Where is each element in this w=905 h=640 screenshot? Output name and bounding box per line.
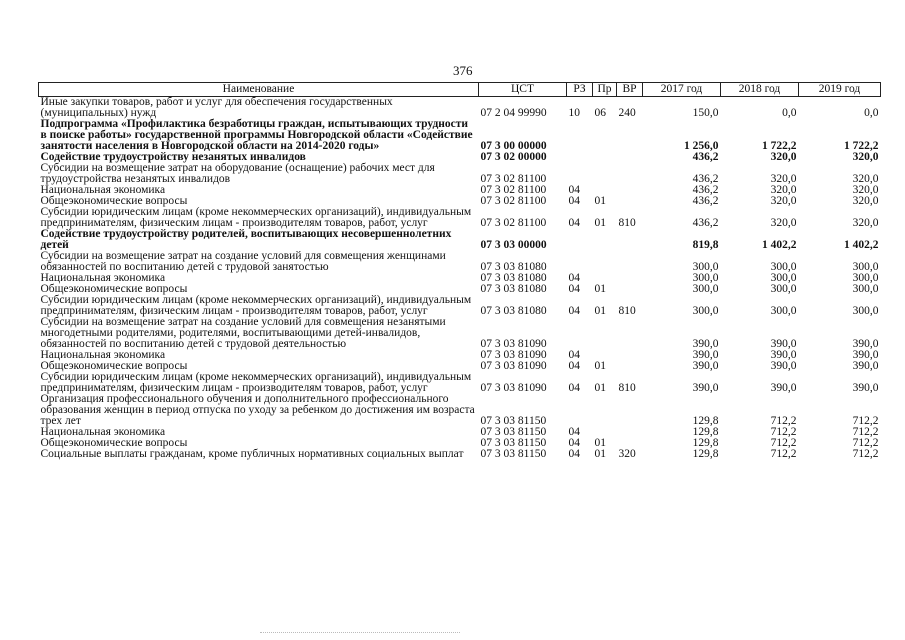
cell-name: Подпрограмма «Профилактика безработицы граждан, испытывающих трудности в поиске работы» государственной программы Новгородской области «Содействие занятости населения в Новгородской области на 2014-2020 годы»	[40, 118, 473, 152]
cell-y2018: 320,0	[770, 217, 797, 229]
cell-vr: 810	[618, 217, 636, 229]
cell-pr	[593, 394, 617, 427]
cell-y2017: 390,0	[692, 360, 719, 372]
cell-pr	[593, 317, 617, 350]
cell-y2017: 390,0	[692, 349, 719, 361]
table-row	[39, 119, 881, 152]
cell-cst: 07 3 03 81150	[480, 437, 547, 449]
cell-y2019: 390,0	[852, 349, 879, 361]
cell-pr: 01	[594, 217, 606, 229]
header-rz: РЗ	[567, 83, 593, 97]
cell-y2017: 390,0	[692, 382, 719, 394]
scan-artifact-line	[260, 632, 460, 634]
cell-y2018: 712,2	[770, 448, 797, 460]
cell-y2019: 300,0	[852, 283, 879, 295]
cell-pr: 01	[594, 195, 606, 207]
cell-cst: 07 3 03 81150	[480, 415, 547, 427]
cell-y2017: 436,2	[692, 217, 719, 229]
cell-y2019: 712,2	[852, 437, 879, 449]
cell-y2019: 0,0	[864, 107, 879, 119]
cell-cst: 07 3 03 81090	[480, 382, 547, 394]
table-row	[39, 372, 881, 394]
cell-vr	[617, 251, 643, 273]
cell-cst: 07 3 03 81080	[480, 272, 547, 284]
cell-name: Национальная экономика	[40, 272, 166, 284]
cell-rz	[567, 394, 593, 427]
cell-cst: 07 3 02 81100	[480, 173, 547, 185]
cell-name: Национальная экономика	[40, 349, 166, 361]
table-header-row	[39, 83, 881, 97]
cell-rz: 10	[568, 107, 580, 119]
header-cst: ЦСТ	[479, 83, 567, 97]
cell-name: Общеэкономические вопросы	[40, 437, 188, 449]
cell-rz	[567, 163, 593, 185]
cell-y2019: 390,0	[852, 338, 879, 350]
cell-y2018: 390,0	[770, 349, 797, 361]
cell-rz	[567, 251, 593, 273]
cell-name: Субсидии на возмещение затрат на создание условий для совмещения женщинами обязанностей по воспитанию детей с трудовой занятостью	[40, 250, 446, 273]
cell-y2018: 320,0	[770, 151, 797, 163]
cell-pr: 01	[594, 283, 606, 295]
cell-y2018: 712,2	[770, 426, 797, 438]
cell-y2019: 320,0	[852, 151, 879, 163]
cell-y2018: 712,2	[770, 415, 797, 427]
cell-rz: 04	[568, 382, 580, 394]
cell-cst: 07 3 03 81150	[480, 448, 547, 460]
cell-y2019: 712,2	[852, 448, 879, 460]
cell-vr: 240	[618, 107, 636, 119]
cell-name: Общеэкономические вопросы	[40, 283, 188, 295]
cell-y2019: 300,0	[852, 272, 879, 284]
cell-pr: 01	[594, 305, 606, 317]
header-name: Наименование	[39, 83, 479, 97]
cell-y2017: 150,0	[692, 107, 719, 119]
cell-name: Содействие трудоустройству родителей, воспитывающих несовершеннолетних детей	[40, 228, 452, 251]
cell-pr: 01	[594, 360, 606, 372]
cell-y2018: 0,0	[782, 107, 797, 119]
cell-y2018: 390,0	[770, 338, 797, 350]
cell-name: Организация профессионального обучения и дополнительного профессионального образования женщин в период отпуска по уходу за ребенком до достижения им возраста трех лет	[40, 393, 475, 427]
header-2017: 2017 год	[643, 83, 721, 97]
cell-name: Социальные выплаты гражданам, кроме публичных нормативных социальных выплат	[40, 448, 464, 460]
cell-rz: 04	[568, 360, 580, 372]
cell-y2017: 300,0	[692, 305, 719, 317]
table-row	[39, 449, 881, 460]
cell-y2017: 436,2	[692, 173, 719, 185]
cell-name: Субсидии на возмещение затрат на оборудование (оснащение) рабочих мест для трудоустройства незанятых инвалидов	[40, 162, 435, 185]
cell-pr: 01	[594, 448, 606, 460]
cell-rz	[567, 152, 593, 163]
table-row	[39, 394, 881, 427]
cell-y2017: 1 256,0	[684, 140, 719, 152]
header-2018: 2018 год	[721, 83, 799, 97]
cell-y2019: 712,2	[852, 426, 879, 438]
table-row	[39, 295, 881, 317]
cell-vr	[617, 273, 643, 284]
cell-cst: 07 3 03 81090	[480, 338, 547, 350]
table-row	[39, 229, 881, 251]
cell-rz: 04	[568, 283, 580, 295]
cell-vr	[617, 119, 643, 152]
cell-vr: 320	[618, 448, 636, 460]
cell-rz	[567, 317, 593, 350]
cell-y2019: 1 722,2	[844, 140, 879, 152]
cell-cst: 07 3 03 81150	[480, 426, 547, 438]
cell-vr	[617, 427, 643, 438]
cell-pr	[593, 163, 617, 185]
cell-cst: 07 3 03 81080	[480, 305, 547, 317]
cell-rz: 04	[568, 349, 580, 361]
cell-y2018: 300,0	[770, 272, 797, 284]
cell-cst: 07 2 04 99990	[480, 107, 547, 119]
cell-cst: 07 3 02 81100	[480, 184, 547, 196]
cell-y2017: 436,2	[692, 184, 719, 196]
cell-y2017: 436,2	[692, 195, 719, 207]
cell-pr	[593, 251, 617, 273]
cell-rz	[567, 119, 593, 152]
table-row	[39, 317, 881, 350]
cell-vr	[617, 284, 643, 295]
cell-cst: 07 3 03 00000	[480, 239, 547, 251]
cell-vr	[617, 317, 643, 350]
cell-y2019: 320,0	[852, 173, 879, 185]
cell-y2017: 300,0	[692, 272, 719, 284]
cell-y2018: 712,2	[770, 437, 797, 449]
cell-rz: 04	[568, 184, 580, 196]
cell-y2017: 436,2	[692, 151, 719, 163]
cell-y2019: 320,0	[852, 217, 879, 229]
table-row	[39, 97, 881, 120]
header-2019: 2019 год	[799, 83, 881, 97]
cell-rz: 04	[568, 448, 580, 460]
cell-pr	[593, 119, 617, 152]
cell-y2018: 390,0	[770, 382, 797, 394]
page-number: 376	[453, 63, 473, 78]
cell-vr	[617, 196, 643, 207]
cell-pr: 06	[594, 107, 606, 119]
cell-y2017: 300,0	[692, 283, 719, 295]
cell-cst: 07 3 03 81080	[480, 261, 547, 273]
cell-y2018: 300,0	[770, 305, 797, 317]
cell-pr	[593, 229, 617, 251]
cell-name: Субсидии юридическим лицам (кроме некоммерческих организаций), индивидуальным предпринимателям, физическим лицам - производителям товаров, работ, услуг	[40, 294, 472, 317]
cell-y2019: 1 402,2	[844, 239, 879, 251]
cell-name: Содействие трудоустройству незанятых инвалидов	[40, 151, 306, 163]
table-body	[39, 97, 881, 461]
table-row	[39, 163, 881, 185]
cell-pr: 01	[594, 437, 606, 449]
cell-y2018: 1 722,2	[762, 140, 797, 152]
cell-y2018: 300,0	[770, 283, 797, 295]
cell-pr: 01	[594, 382, 606, 394]
cell-y2017: 129,8	[692, 437, 719, 449]
cell-vr	[617, 185, 643, 196]
table-row	[39, 251, 881, 273]
cell-vr: 810	[618, 382, 636, 394]
cell-rz: 04	[568, 305, 580, 317]
cell-name: Субсидии на возмещение затрат на создание условий для совмещения незанятыми многодетными родителями, родителями, воспитывающими детей-инвалидов, обязанностей по воспитанию детей с трудовой деятельностью	[40, 316, 446, 350]
cell-y2017: 129,8	[692, 415, 719, 427]
cell-name: Субсидии юридическим лицам (кроме некоммерческих организаций), индивидуальным предпринимателям, физическим лицам - производителям товаров, работ, услуг	[40, 371, 472, 394]
cell-cst: 07 3 00 00000	[480, 140, 547, 152]
cell-pr	[593, 152, 617, 163]
cell-vr	[617, 361, 643, 372]
cell-rz: 04	[568, 217, 580, 229]
cell-y2019: 320,0	[852, 184, 879, 196]
cell-vr	[617, 394, 643, 427]
cell-vr	[617, 350, 643, 361]
cell-y2019: 712,2	[852, 415, 879, 427]
cell-name: Общеэкономические вопросы	[40, 195, 188, 207]
cell-y2017: 819,8	[692, 239, 719, 251]
cell-y2017: 300,0	[692, 261, 719, 273]
cell-cst: 07 3 03 81090	[480, 349, 547, 361]
cell-y2019: 300,0	[852, 305, 879, 317]
cell-rz: 04	[568, 272, 580, 284]
header-pr: Пр	[593, 83, 617, 97]
cell-cst: 07 3 02 81100	[480, 217, 547, 229]
cell-y2018: 300,0	[770, 261, 797, 273]
cell-vr	[617, 152, 643, 163]
cell-vr	[617, 163, 643, 185]
cell-cst: 07 3 03 81090	[480, 360, 547, 372]
cell-y2019: 390,0	[852, 360, 879, 372]
cell-rz: 04	[568, 426, 580, 438]
cell-cst: 07 3 02 00000	[480, 151, 547, 163]
cell-cst: 07 3 03 81080	[480, 283, 547, 295]
cell-name: Национальная экономика	[40, 426, 166, 438]
cell-y2018: 390,0	[770, 360, 797, 372]
cell-rz	[567, 229, 593, 251]
cell-rz: 04	[568, 437, 580, 449]
cell-y2019: 390,0	[852, 382, 879, 394]
cell-rz: 04	[568, 195, 580, 207]
cell-name: Общеэкономические вопросы	[40, 360, 188, 372]
cell-y2017: 129,8	[692, 448, 719, 460]
budget-table	[38, 82, 881, 460]
cell-y2017: 129,8	[692, 426, 719, 438]
cell-vr	[617, 229, 643, 251]
cell-cst: 07 3 02 81100	[480, 195, 547, 207]
cell-y2019: 320,0	[852, 195, 879, 207]
table-row	[39, 207, 881, 229]
cell-y2017: 390,0	[692, 338, 719, 350]
cell-name: Субсидии юридическим лицам (кроме некоммерческих организаций), индивидуальным предпринимателям, физическим лицам - производителям товаров, работ, услуг	[40, 206, 472, 229]
cell-y2018: 1 402,2	[762, 239, 797, 251]
cell-name: Иные закупки товаров, работ и услуг для обеспечения государственных (муниципальных) нужд	[40, 96, 393, 119]
cell-y2018: 320,0	[770, 173, 797, 185]
cell-vr: 810	[618, 305, 636, 317]
cell-name: Национальная экономика	[40, 184, 166, 196]
cell-y2018: 320,0	[770, 184, 797, 196]
header-vr: ВР	[617, 83, 643, 97]
cell-y2019: 300,0	[852, 261, 879, 273]
cell-y2018: 320,0	[770, 195, 797, 207]
